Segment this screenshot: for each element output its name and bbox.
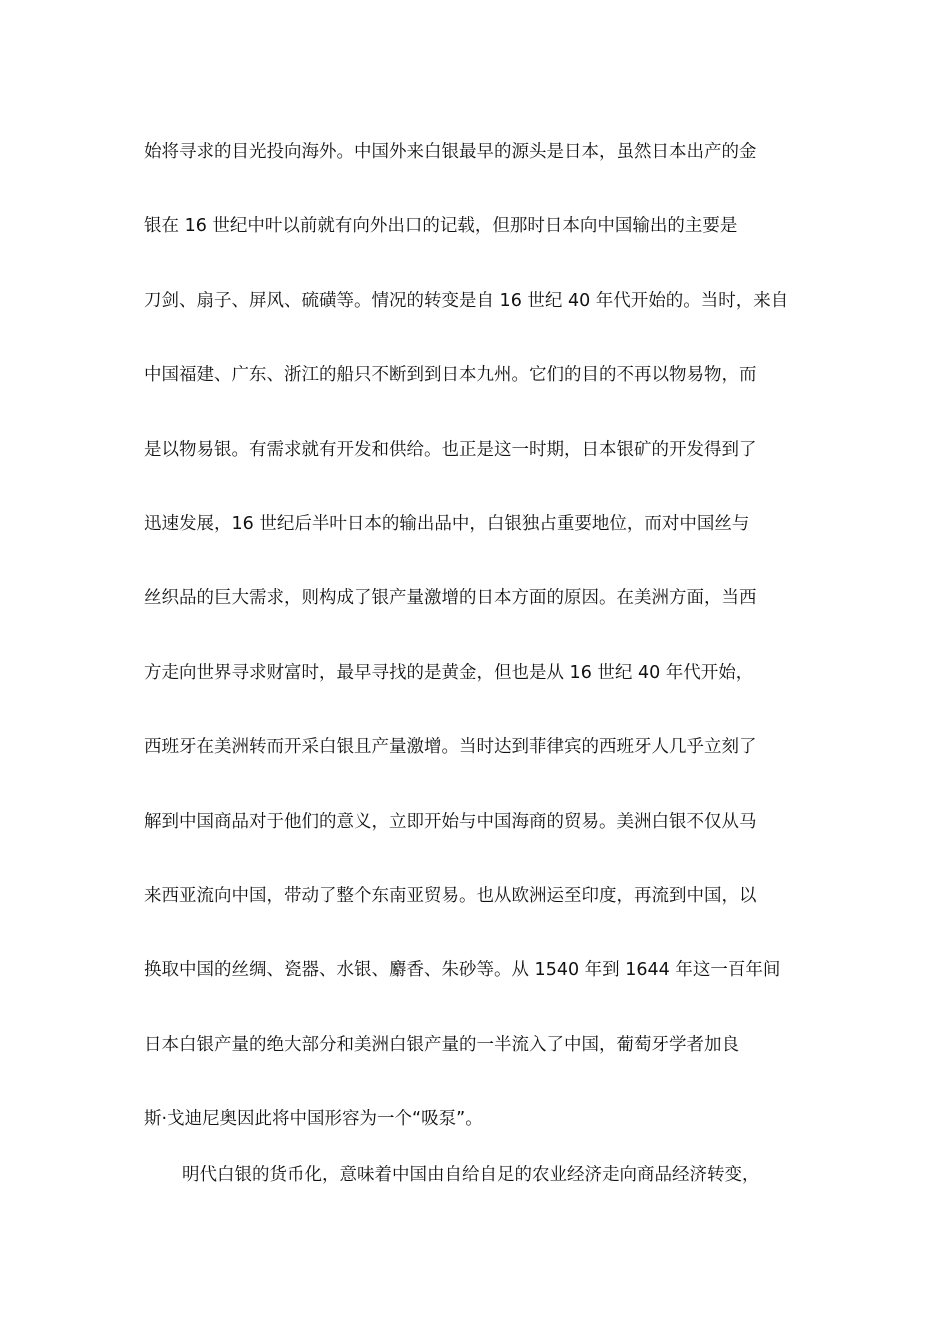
paragraph-1-line-10: 解到中国商品对于他们的意义，立即开始与中国海商的贸易。美洲白银不仅从马: [144, 811, 757, 832]
paragraph-1-line-8: 方走向世界寻求财富时，最早寻找的是黄金，但也是从 16 世纪 40 年代开始，: [144, 662, 754, 683]
paragraph-1-line-5: 是以物易银。有需求就有开发和供给。也正是这一时期，日本银矿的开发得到了: [144, 439, 757, 460]
paragraph-1-line-2: 银在 16 世纪中叶以前就有向外出口的记载，但那时日本向中国输出的主要是: [144, 216, 738, 237]
paragraph-1-line-13: 日本白银产量的绝大部分和美洲白银产量的一半流入了中国，葡萄牙学者加良: [144, 1034, 739, 1055]
paragraph-1-line-12: 换取中国的丝绸、瓷器、水银、麝香、朱砂等。从 1540 年到 1644 年这一百年间: [144, 960, 781, 981]
paragraph-2-line-1: 明代白银的货币化，意味着中国由自给自足的农业经济走向商品经济转变，: [182, 1165, 760, 1186]
paragraph-1-line-9: 西班牙在美洲转而开采白银且产量激增。当时达到菲律宾的西班牙人几乎立刻了: [144, 737, 757, 758]
paragraph-1-line-6: 迅速发展，16 世纪后半叶日本的输出品中，白银独占重要地位，而对中国丝与: [144, 513, 750, 534]
body-text: [144, 133, 824, 1230]
paragraph-1-line-4: 中国福建、广东、浙江的船只不断到到日本九州。它们的目的不再以物易物，而: [144, 365, 757, 386]
paragraph-1-line-11: 来西亚流向中国，带动了整个东南亚贸易。也从欧洲运至印度，再流到中国，以: [144, 885, 757, 906]
paragraph-1-line-14: 斯·戈迪尼奥因此将中国形容为一个“吸泵”。: [144, 1109, 483, 1130]
paragraph-1-line-7: 丝织品的巨大需求，则构成了银产量激增的日本方面的原因。在美洲方面，当西: [144, 588, 757, 609]
paragraph-1-line-3: 刀剑、扇子、屏风、硫磺等。情况的转变是自 16 世纪 40 年代开始的。当时，来自: [144, 290, 789, 311]
paragraph-1-line-1: 始将寻求的目光投向海外。中国外来白银最早的源头是日本，虽然日本出产的金: [144, 142, 757, 162]
